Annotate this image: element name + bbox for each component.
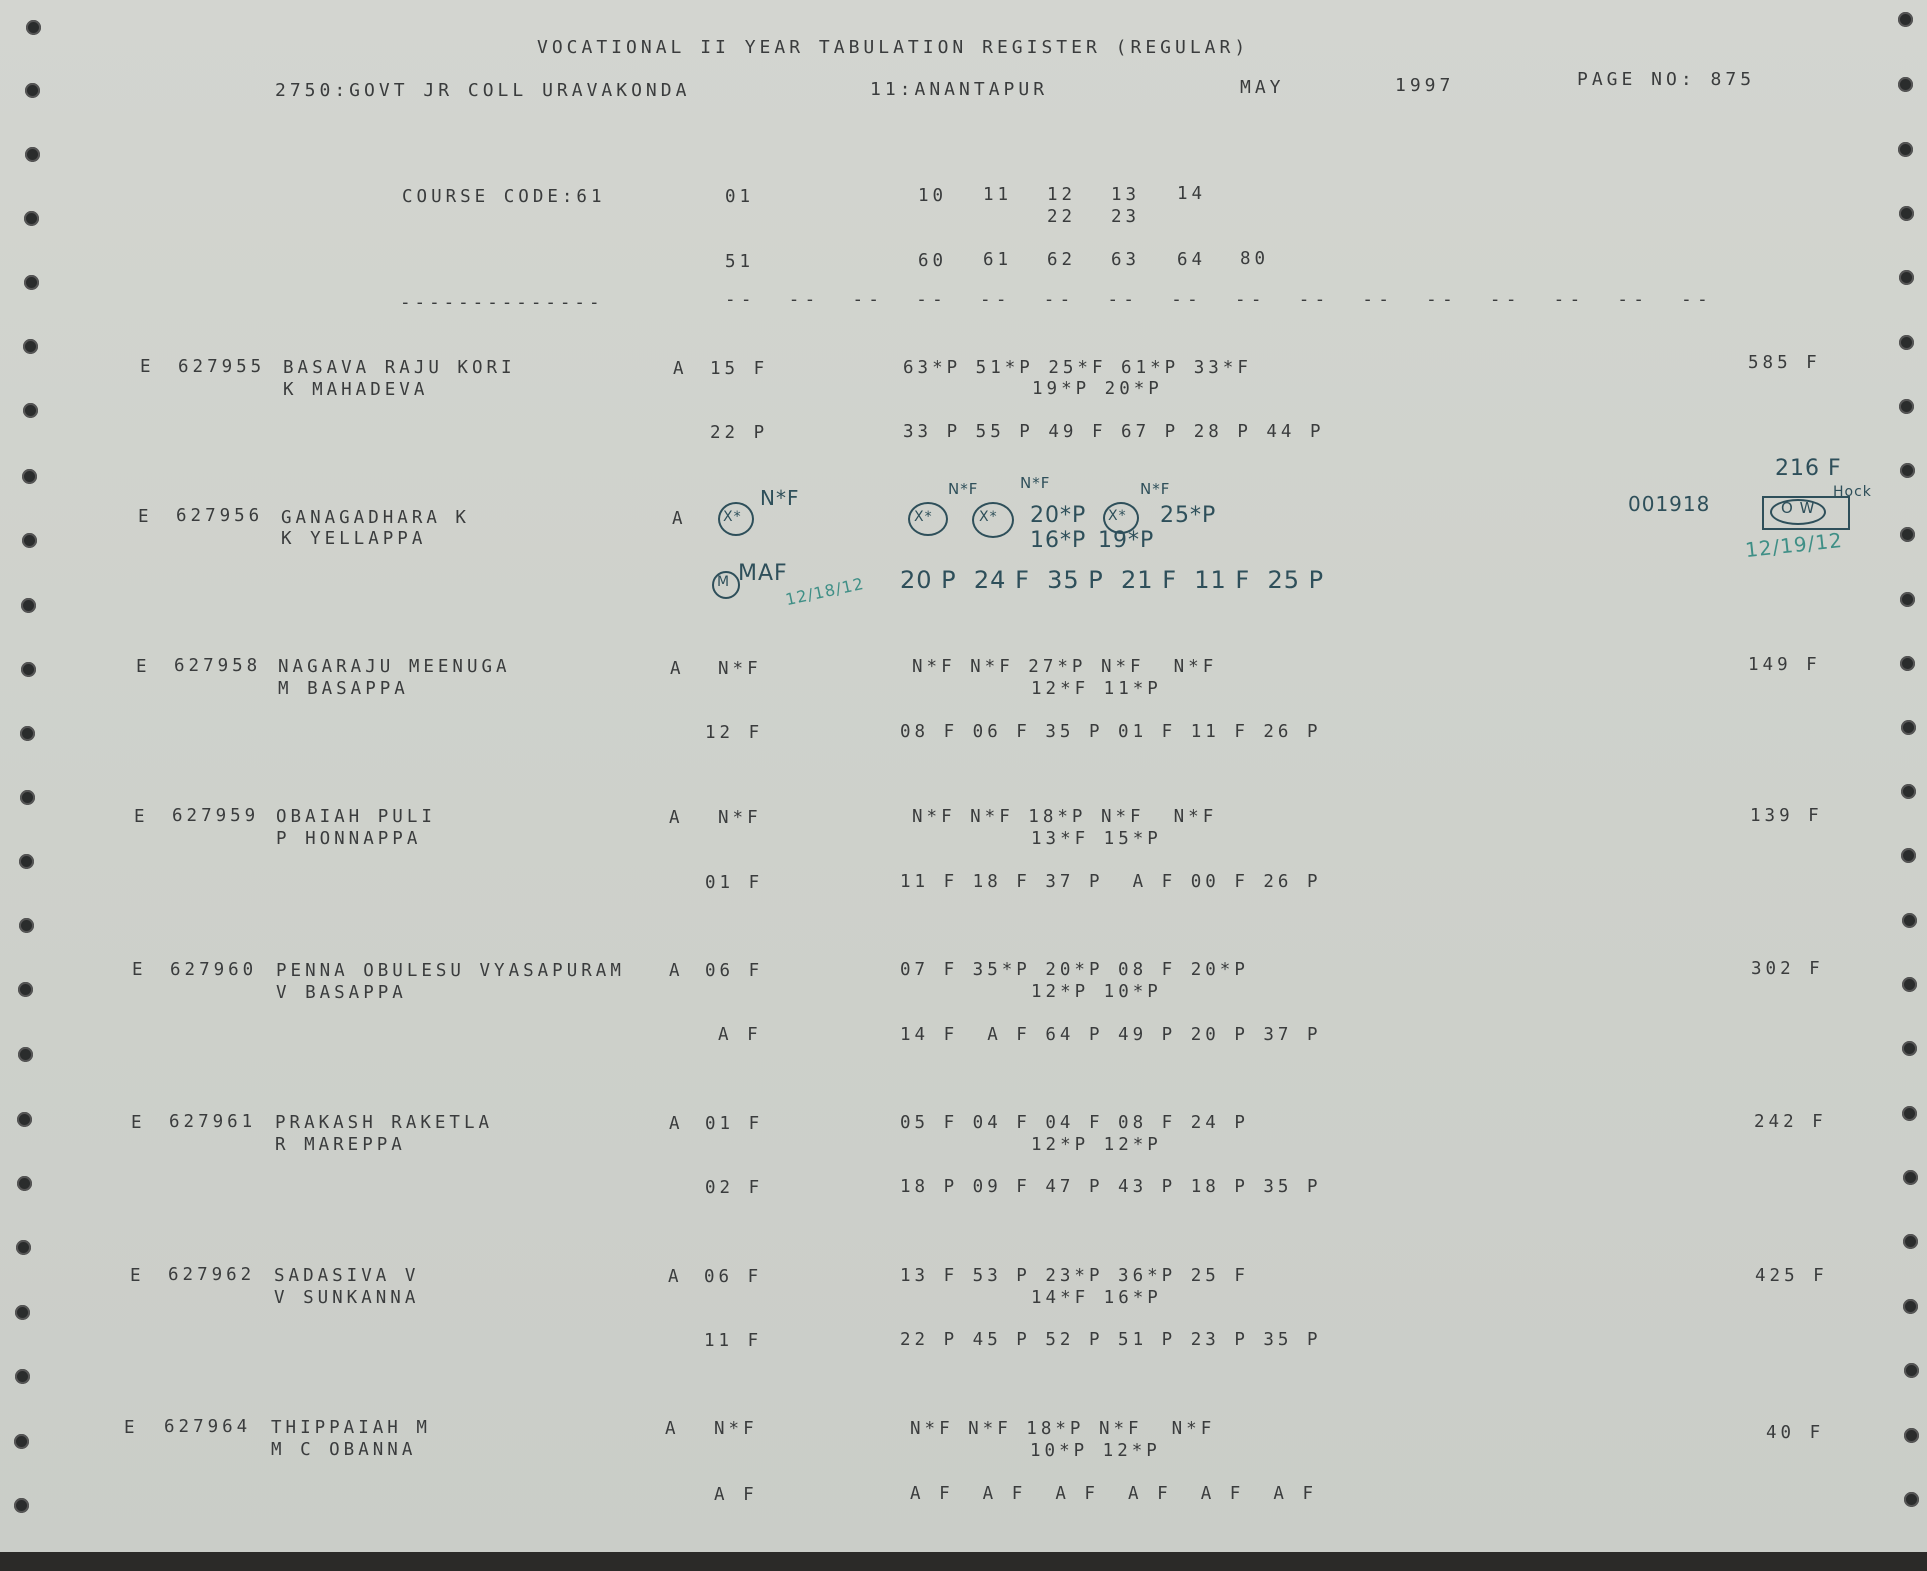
- register-number: 627959: [172, 806, 260, 826]
- course-code: 62: [1047, 250, 1077, 270]
- medium: A: [669, 1114, 684, 1134]
- subject-marks-sub: 13*F 15*P: [1031, 829, 1162, 849]
- subject-marks: N*F N*F 18*P N*F N*F: [912, 807, 1218, 827]
- course-code: 01: [725, 187, 755, 207]
- total-marks: 585 F: [1748, 353, 1821, 373]
- category: E: [138, 507, 153, 527]
- category: E: [124, 1418, 139, 1438]
- subject-marks-sub: 10*P 12*P: [1030, 1441, 1161, 1461]
- subject-marks: N*F N*F 27*P N*F N*F: [912, 657, 1218, 677]
- course-code: 63: [1111, 250, 1141, 270]
- register-number: 627960: [170, 960, 258, 980]
- medium: A: [665, 1419, 680, 1439]
- course-code: 61: [983, 250, 1013, 270]
- medium: A: [672, 509, 687, 529]
- category: E: [130, 1266, 145, 1286]
- medium: A: [669, 961, 684, 981]
- course-code: 12: [1047, 185, 1077, 205]
- subject-marks-sub: 14*F 16*P: [1031, 1288, 1162, 1308]
- handwritten-mark: N*F: [760, 486, 800, 510]
- register-number: 627956: [176, 506, 264, 526]
- subject-marks-sub: 19*P 20*P: [1032, 379, 1163, 399]
- course-code: 80: [1240, 249, 1270, 269]
- register-number: 627955: [178, 357, 266, 377]
- handwritten-initial: Hock: [1833, 484, 1872, 500]
- student-name: BASAVA RAJU KORI: [283, 358, 516, 378]
- register-title: VOCATIONAL II YEAR TABULATION REGISTER (REGULAR): [537, 37, 1250, 58]
- separator-line: --------------: [400, 293, 604, 313]
- scan-bottom-edge: [0, 1552, 1927, 1571]
- course-code: 51: [725, 252, 755, 272]
- father-name: K MAHADEVA: [283, 380, 429, 400]
- second-year-mark: 01 F: [705, 873, 764, 893]
- handwritten-mark: N*F: [948, 480, 979, 498]
- first-year-mark: 15 F: [710, 359, 769, 379]
- student-name: PENNA OBULESU VYASAPURAM: [276, 961, 625, 981]
- subject-marks: 63*P 51*P 25*F 61*P 33*F: [903, 358, 1252, 378]
- handwritten-mark: 19*P: [1098, 528, 1155, 553]
- course-code: 13: [1111, 185, 1141, 205]
- father-name: M BASAPPA: [278, 679, 409, 699]
- first-year-mark: 06 F: [704, 1267, 763, 1287]
- medium: A: [673, 359, 688, 379]
- first-year-mark: 06 F: [705, 961, 764, 981]
- handwritten-mark: X*: [979, 509, 998, 525]
- course-code: 60: [918, 251, 948, 271]
- first-year-mark: N*F: [718, 659, 762, 679]
- handwritten-mark: O W: [1781, 499, 1816, 517]
- subject-marks-row2: 33 P 55 P 49 F 67 P 28 P 44 P: [903, 422, 1325, 442]
- register-number: 627958: [174, 656, 262, 676]
- subject-marks-row2: 22 P 45 P 52 P 51 P 23 P 35 P: [900, 1330, 1322, 1350]
- subject-marks-sub: 12*P 12*P: [1031, 1135, 1162, 1155]
- student-name: PRAKASH RAKETLA: [275, 1113, 494, 1133]
- second-year-mark: 12 F: [705, 723, 764, 743]
- student-name: NAGARAJU MEENUGA: [278, 657, 511, 677]
- total-marks: 242 F: [1754, 1112, 1827, 1132]
- course-code: 23: [1111, 207, 1141, 227]
- handwritten-mark: 25*P: [1160, 503, 1217, 528]
- second-year-mark: 11 F: [704, 1331, 763, 1351]
- total-marks: 425 F: [1755, 1266, 1828, 1286]
- father-name: R MAREPPA: [275, 1135, 406, 1155]
- course-code: 64: [1177, 250, 1207, 270]
- subject-marks-sub: 12*P 10*P: [1031, 982, 1162, 1002]
- subject-marks-row2: 14 F A F 64 P 49 P 20 P 37 P: [900, 1025, 1322, 1045]
- handwritten-date: 12/18/12: [783, 573, 866, 610]
- page-number: PAGE NO: 875: [1577, 69, 1756, 90]
- handwritten-mark: X*: [1108, 508, 1127, 524]
- total-marks: 149 F: [1748, 655, 1821, 675]
- first-year-mark: N*F: [718, 808, 762, 828]
- separator-line: -- -- -- -- -- -- -- -- -- -- -- -- -- -- -- --: [725, 290, 1714, 310]
- register-number: 627961: [169, 1112, 257, 1132]
- first-year-mark: 01 F: [705, 1114, 764, 1134]
- course-code: 14: [1177, 184, 1207, 204]
- subject-marks-sub: 12*F 11*P: [1031, 679, 1162, 699]
- course-code: 11: [983, 185, 1013, 205]
- handwritten-code: 001918: [1628, 492, 1711, 516]
- medium: A: [668, 1267, 683, 1287]
- subject-marks: N*F N*F 18*P N*F N*F: [910, 1419, 1216, 1439]
- register-number: 627964: [164, 1417, 252, 1437]
- second-year-mark: 02 F: [705, 1178, 764, 1198]
- handwritten-row2-marks: 20 P 24 F 35 P 21 F 11 F 25 P: [900, 566, 1325, 594]
- exam-year: 1997: [1395, 75, 1455, 96]
- exam-month: MAY: [1240, 77, 1285, 98]
- category: E: [140, 357, 155, 377]
- father-name: K YELLAPPA: [281, 529, 427, 549]
- category: E: [134, 807, 149, 827]
- handwritten-date: 12/19/12: [1744, 527, 1844, 563]
- district-name: 11:ANANTAPUR: [870, 79, 1049, 100]
- handwritten-total: 216 F: [1775, 456, 1842, 481]
- second-year-mark: A F: [714, 1485, 758, 1505]
- category: E: [131, 1113, 146, 1133]
- handwritten-mark: M: [717, 574, 731, 590]
- total-marks: 40 F: [1766, 1423, 1825, 1443]
- handwritten-mark: 16*P: [1030, 528, 1087, 553]
- medium: A: [670, 659, 685, 679]
- handwritten-mark: N*F: [1020, 474, 1051, 492]
- handwritten-mark: MAF: [738, 561, 788, 586]
- student-name: OBAIAH PULI: [276, 807, 436, 827]
- father-name: V SUNKANNA: [274, 1288, 420, 1308]
- register-number: 627962: [168, 1265, 256, 1285]
- father-name: M C OBANNA: [271, 1440, 417, 1460]
- subject-marks-row2: 18 P 09 F 47 P 43 P 18 P 35 P: [900, 1177, 1322, 1197]
- second-year-mark: 22 P: [710, 423, 769, 443]
- category: E: [136, 657, 151, 677]
- father-name: P HONNAPPA: [276, 829, 422, 849]
- subject-marks: 05 F 04 F 04 F 08 F 24 P: [900, 1113, 1249, 1133]
- medium: A: [669, 808, 684, 828]
- total-marks: 139 F: [1750, 806, 1823, 826]
- handwritten-mark: X*: [723, 509, 742, 525]
- student-name: SADASIVA V: [274, 1266, 420, 1286]
- course-code-label: COURSE CODE:61: [402, 187, 606, 207]
- subject-marks: 13 F 53 P 23*P 36*P 25 F: [900, 1266, 1249, 1286]
- total-marks: 302 F: [1751, 959, 1824, 979]
- father-name: V BASAPPA: [276, 983, 407, 1003]
- handwritten-mark: X*: [914, 509, 933, 525]
- subject-marks-row2: 11 F 18 F 37 P A F 00 F 26 P: [900, 872, 1322, 892]
- handwritten-mark: 20*P: [1030, 503, 1087, 528]
- course-code: 22: [1047, 207, 1077, 227]
- first-year-mark: N*F: [714, 1419, 758, 1439]
- student-name: THIPPAIAH M: [271, 1418, 431, 1438]
- subject-marks-row2: A F A F A F A F A F A F: [910, 1484, 1318, 1504]
- course-code: 10: [918, 186, 948, 206]
- second-year-mark: A F: [718, 1025, 762, 1045]
- category: E: [132, 960, 147, 980]
- handwritten-mark: N*F: [1140, 480, 1171, 498]
- subject-marks: 07 F 35*P 20*P 08 F 20*P: [900, 960, 1249, 980]
- college-name: 2750:GOVT JR COLL URAVAKONDA: [275, 80, 691, 101]
- student-name: GANAGADHARA K: [281, 508, 470, 528]
- subject-marks-row2: 08 F 06 F 35 P 01 F 11 F 26 P: [900, 722, 1322, 742]
